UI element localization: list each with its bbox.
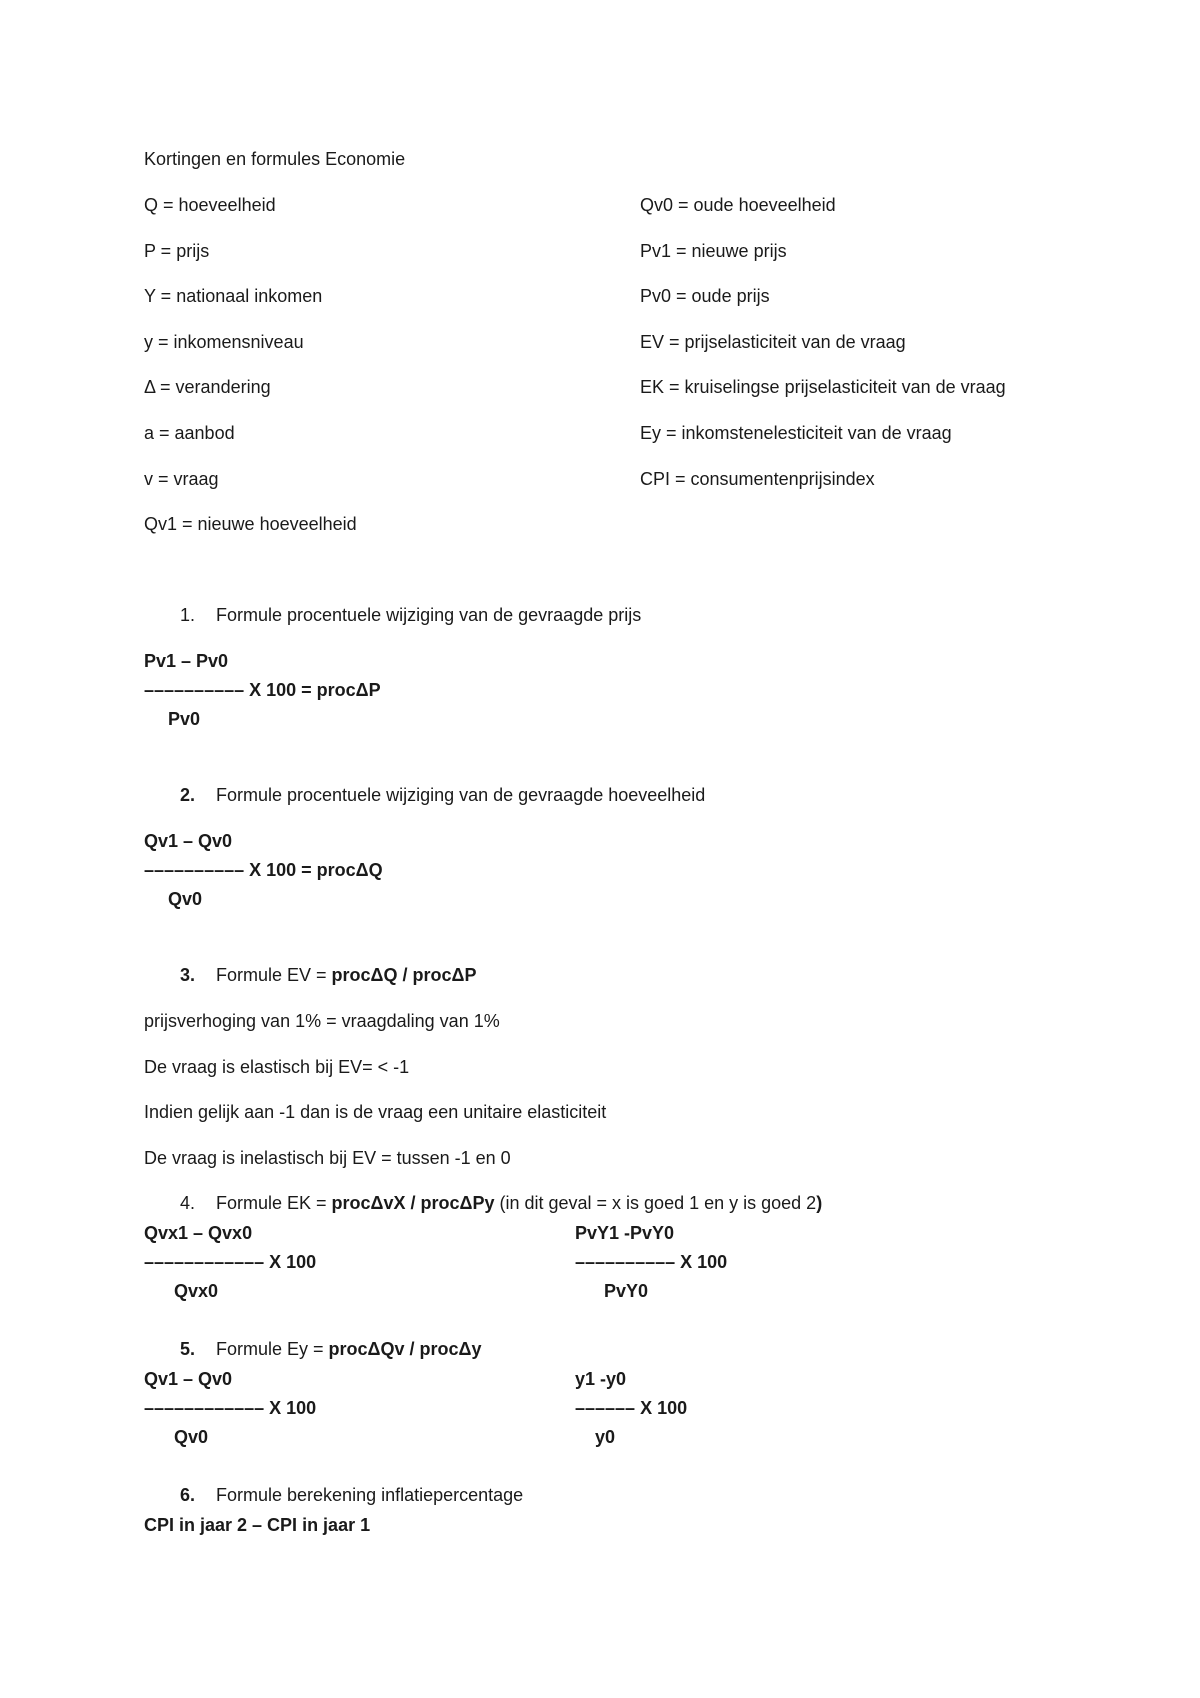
section-number: 4. — [180, 1193, 196, 1213]
formula-numerator: Qvx1 – Qvx0 — [144, 1223, 253, 1243]
glossary-item: P = prijs — [144, 241, 210, 261]
formula-divider: –––––––––– X 100 — [575, 1252, 728, 1272]
glossary-item: EK = kruiselingse prijselasticiteit van de vraag — [640, 377, 1006, 397]
section-heading — [180, 604, 641, 626]
glossary-item: Y = nationaal inkomen — [144, 286, 323, 306]
formula-denominator: Qv0 — [174, 1427, 209, 1447]
section-title: Formule procentuele wijziging van de gevraagde prijs — [216, 605, 642, 625]
section-note: (in dit geval = x is goed 1 en y is goed 2 — [494, 1193, 817, 1213]
glossary-item: Pv0 = oude prijs — [640, 286, 770, 306]
section-number: 1. — [180, 605, 196, 625]
formula-numerator: PvY1 -PvY0 — [575, 1223, 675, 1243]
section-heading — [180, 1338, 481, 1360]
section-heading — [180, 1484, 523, 1506]
formula-numerator: CPI in jaar 2 – CPI in jaar 1 — [144, 1515, 371, 1535]
section-number: 3. — [180, 965, 196, 985]
section-title: Formule berekening inflatiepercentage — [216, 1485, 524, 1505]
formula-denominator: PvY0 — [604, 1281, 649, 1301]
section-formula: procΔvX / procΔPy — [331, 1193, 495, 1213]
formula-divider: –––––– X 100 — [575, 1398, 688, 1418]
note-line: prijsverhoging van 1% = vraagdaling van 1% — [144, 1011, 500, 1031]
note-line: De vraag is inelastisch bij EV = tussen -1 en 0 — [144, 1148, 511, 1168]
formula-denominator: Qvx0 — [174, 1281, 219, 1301]
section-title: Formule EV = — [216, 965, 332, 985]
formula-divider: –––––––––– X 100 = procΔQ — [144, 860, 383, 880]
formula-divider: –––––––––––– X 100 — [144, 1252, 317, 1272]
formula-numerator: Qv1 – Qv0 — [144, 1369, 233, 1389]
glossary-item: v = vraag — [144, 469, 219, 489]
glossary-item: y = inkomensniveau — [144, 332, 304, 352]
formula-divider: –––––––––––– X 100 — [144, 1398, 317, 1418]
section-title: Formule EK = — [216, 1193, 332, 1213]
section-heading — [180, 784, 705, 806]
glossary-item: CPI = consumentenprijsindex — [640, 469, 875, 489]
section-heading — [180, 1192, 822, 1214]
glossary-item: Q = hoeveelheid — [144, 195, 276, 215]
section-number: 5. — [180, 1339, 196, 1359]
section-note-bold: ) — [816, 1193, 823, 1213]
glossary-item: Qv1 = nieuwe hoeveelheid — [144, 514, 357, 534]
glossary-item: Qv0 = oude hoeveelheid — [640, 195, 836, 215]
glossary-item: EV = prijselasticiteit van de vraag — [640, 332, 906, 352]
formula-divider: –––––––––– X 100 = procΔP — [144, 680, 381, 700]
formula-numerator: Pv1 – Pv0 — [144, 651, 229, 671]
formula-denominator: y0 — [595, 1427, 616, 1447]
glossary-item: Ey = inkomstenelesticiteit van de vraag — [640, 423, 952, 443]
section-number: 2. — [180, 785, 196, 805]
section-formula: procΔQ / procΔP — [331, 965, 477, 985]
glossary-item: Pv1 = nieuwe prijs — [640, 241, 787, 261]
formula-numerator: y1 -y0 — [575, 1369, 627, 1389]
formula-denominator: Pv0 — [168, 709, 201, 729]
formula-numerator: Qv1 – Qv0 — [144, 831, 233, 851]
glossary-item: a = aanbod — [144, 423, 235, 443]
section-title: Formule procentuele wijziging van de gevraagde hoeveelheid — [216, 785, 706, 805]
section-heading — [180, 964, 476, 986]
section-number: 6. — [180, 1485, 196, 1505]
glossary-item: Δ = verandering — [144, 377, 271, 397]
formula-denominator: Qv0 — [168, 889, 203, 909]
note-line: Indien gelijk aan -1 dan is de vraag een unitaire elasticiteit — [144, 1102, 607, 1122]
section-title: Formule Ey = — [216, 1339, 329, 1359]
document-title: Kortingen en formules Economie — [144, 149, 406, 169]
section-formula: procΔQv / procΔy — [328, 1339, 482, 1359]
note-line: De vraag is elastisch bij EV= < -1 — [144, 1057, 410, 1077]
